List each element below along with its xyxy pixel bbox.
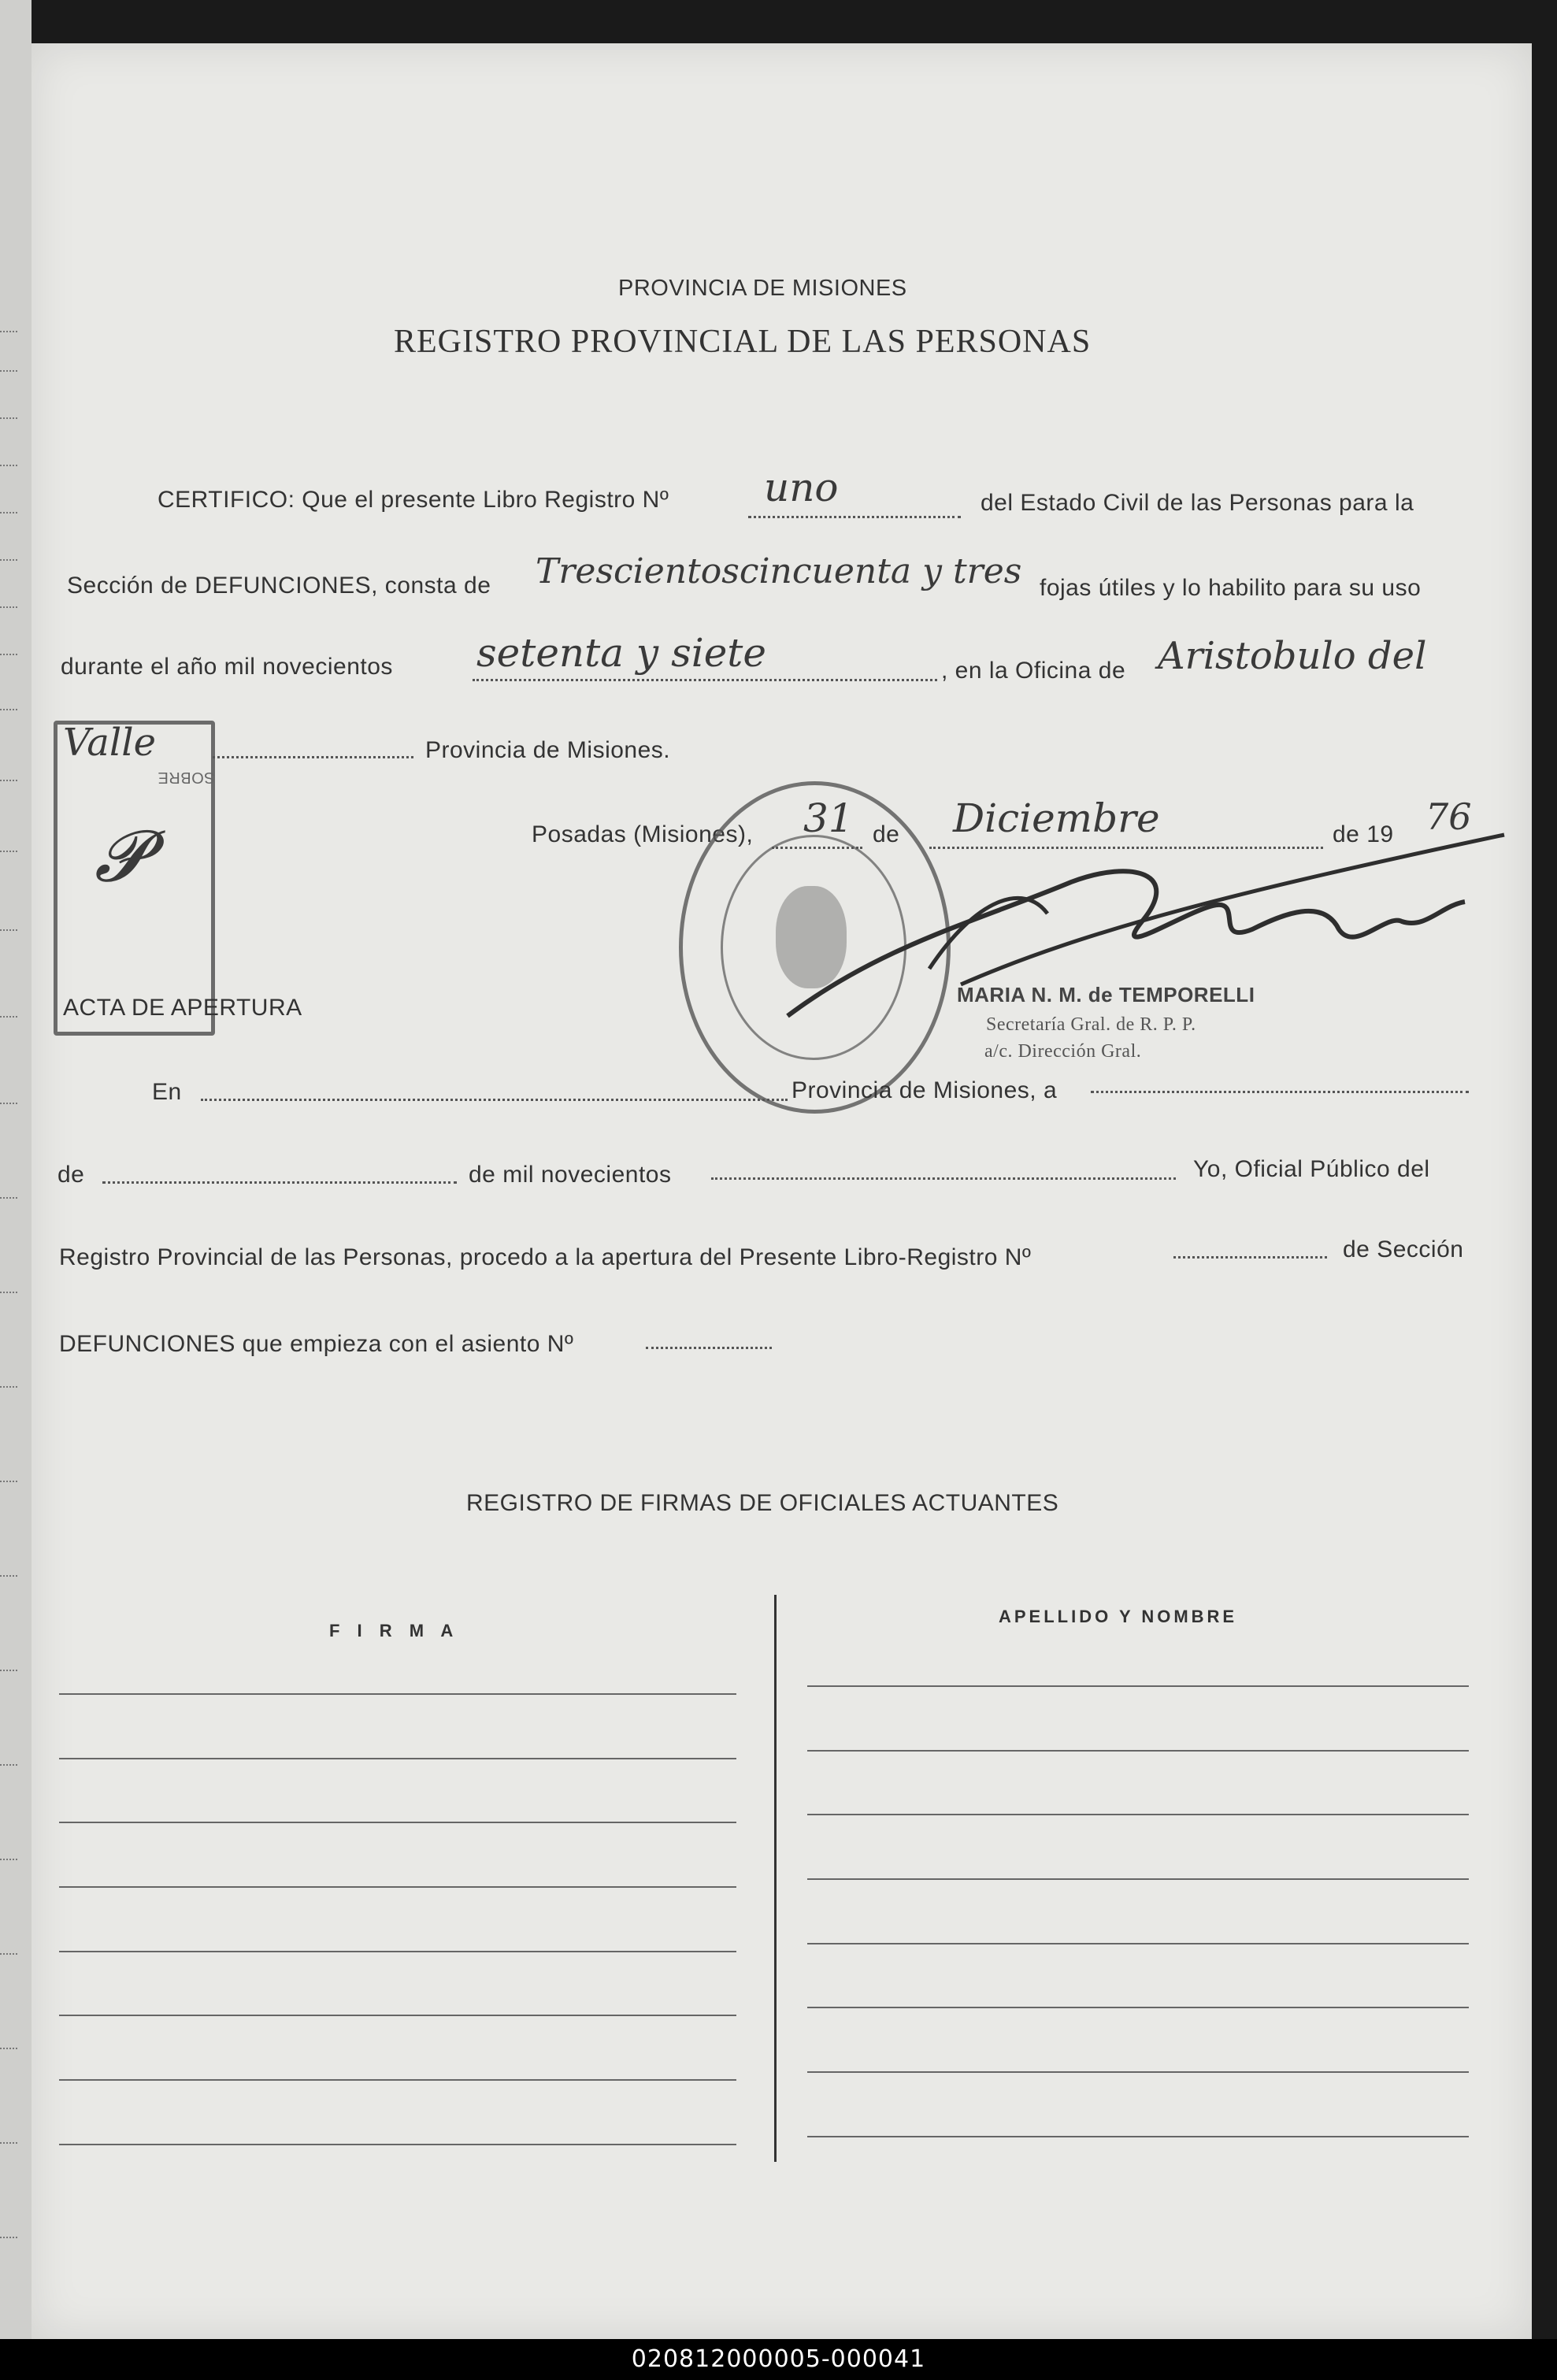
en-text: En	[152, 1079, 182, 1105]
firma-line	[59, 2144, 736, 2145]
book-number-blank	[748, 516, 961, 518]
firma-line	[59, 1758, 736, 1759]
date-de-text: de	[873, 821, 900, 847]
firma-line	[59, 1822, 736, 1823]
nombre-line	[807, 2136, 1469, 2137]
nombre-column-header: APELLIDO Y NOMBRE	[999, 1607, 1238, 1626]
nombre-line	[807, 1814, 1469, 1815]
month-handwritten: Diciembre	[953, 795, 1160, 841]
year-handwritten: 76	[1425, 795, 1472, 838]
oficina-text: , en la Oficina de	[941, 658, 1126, 684]
provincia-a-text: Provincia de Misiones, a	[791, 1077, 1058, 1103]
signatory-title: Secretaría Gral. de R. P. P.	[986, 1014, 1196, 1035]
seccion-acta-text: de Sección	[1343, 1236, 1464, 1262]
de-blank	[102, 1181, 457, 1184]
folios-handwritten: Trescientoscincuenta y tres	[536, 551, 1022, 591]
province-heading: PROVINCIA DE MISIONES	[618, 276, 907, 301]
firma-line	[59, 1951, 736, 1952]
year-words-handwritten: setenta y siete	[476, 630, 766, 676]
en-blank	[201, 1099, 788, 1101]
year-prefix-text: de 19	[1333, 821, 1394, 847]
binding-edge	[0, 0, 32, 2380]
estado-civil-text: del Estado Civil de las Personas para la	[981, 490, 1414, 516]
a-blank	[1091, 1091, 1469, 1093]
document-id: 020812000005-000041	[631, 2345, 926, 2373]
footer-bar	[0, 2339, 1557, 2380]
asiento-blank	[646, 1347, 772, 1349]
defunciones-line-text: DEFUNCIONES que empieza con el asiento Nº	[59, 1331, 574, 1357]
acta-title: ACTA DE APERTURA	[63, 995, 302, 1021]
de-text: de	[57, 1162, 85, 1188]
year-blank	[473, 679, 937, 681]
place-text: Posadas (Misiones),	[532, 821, 754, 847]
document-page	[32, 43, 1532, 2339]
year-acta-blank	[711, 1177, 1176, 1180]
left-stamp-initial: 𝓟	[95, 815, 146, 898]
nombre-line	[807, 2071, 1469, 2073]
office-handwritten-a: Aristobulo del	[1158, 634, 1427, 678]
left-stamp-text: SOBRE	[158, 769, 215, 786]
libro-number-blank	[1173, 1256, 1327, 1259]
seccion-text: Sección de DEFUNCIONES, consta de	[67, 573, 491, 599]
registro-line-text: Registro Provincial de las Personas, procedo a la apertura del Presente Libro-Registro Nº	[59, 1244, 1032, 1270]
nombre-line	[807, 1943, 1469, 1944]
column-divider	[774, 1595, 777, 2162]
nombre-line	[807, 1750, 1469, 1752]
firma-line	[59, 2079, 736, 2081]
certifico-text: CERTIFICO: Que el presente Libro Registro Nº	[158, 487, 669, 513]
day-handwritten: 31	[803, 795, 854, 841]
oficial-text: Yo, Oficial Público del	[1193, 1156, 1430, 1182]
book-number-handwritten: uno	[764, 465, 839, 510]
signatory-name: MARIA N. M. de TEMPORELLI	[957, 983, 1255, 1006]
durante-text: durante el año mil novecientos	[61, 654, 393, 680]
firmas-title: REGISTRO DE FIRMAS DE OFICIALES ACTUANTES	[466, 1490, 1059, 1516]
fojas-text: fojas útiles y lo habilito para su uso	[1040, 575, 1422, 601]
registry-heading: REGISTRO PROVINCIAL DE LAS PERSONAS	[394, 324, 1092, 360]
provincia-text: Provincia de Misiones.	[425, 737, 671, 763]
nombre-line	[807, 1878, 1469, 1880]
firma-column-header: F I R M A	[329, 1621, 460, 1640]
firma-line	[59, 2015, 736, 2016]
office-blank	[213, 756, 413, 758]
office-handwritten-b: Valle	[63, 721, 156, 765]
firma-line	[59, 1886, 736, 1888]
nombre-line	[807, 2007, 1469, 2008]
nombre-line	[807, 1685, 1469, 1687]
de-mil-text: de mil novecientos	[469, 1162, 672, 1188]
signatory-subtitle: a/c. Dirección Gral.	[984, 1041, 1142, 1062]
firma-line	[59, 1693, 736, 1695]
